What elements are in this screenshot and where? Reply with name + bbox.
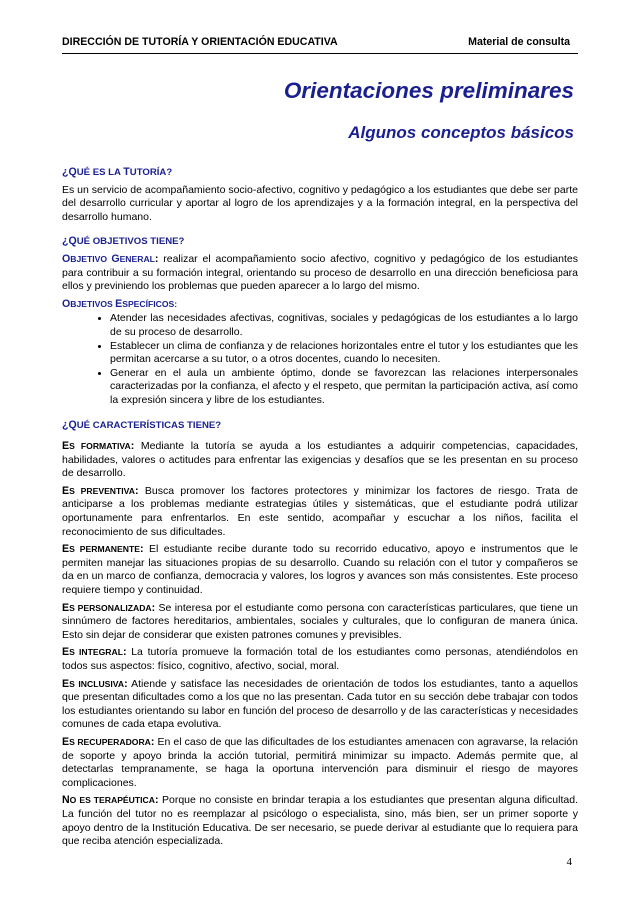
label-cap: E [62, 440, 70, 453]
header-right: Material de consulta [468, 36, 570, 48]
caracteristica-text: Mediante la tutoría se ayuda a los estudiantes a adquirir competencias, capacidades, habilidades, valores o actitudes para enfrentar las exigencias y desafíos que se les presentan en su proceso de desarrollo. [62, 440, 578, 480]
objetivo-general-text: realizar el acompañamiento socio afectivo, cognitivo y pedagógico de los estudiantes para contribuir a su formación integral, orientando su proceso de desarrollo en una dirección beneficiosa para ellos y previniendo los problemas que pueden aparecer a lo largo del mismo. [62, 252, 578, 293]
caracteristica-preventiva [62, 485, 578, 539]
label-small: ENERAL [119, 253, 155, 264]
caracteristica-label [62, 795, 158, 805]
page-subtitle: Algunos conceptos básicos [348, 123, 574, 142]
caracteristica-label [62, 441, 134, 451]
caracteristica-label [62, 544, 143, 554]
label-colon: : [154, 794, 159, 807]
caracteristica-label [62, 603, 155, 613]
label-small: O ES TERAPÉUTICA [69, 795, 155, 806]
running-header [62, 36, 578, 52]
label-colon: : [122, 646, 127, 659]
caracteristica-formativa [62, 440, 578, 481]
heading-small: UTORÍA? [129, 167, 173, 178]
label-small: S PERSONALIZADA [69, 602, 152, 613]
label-cap: O [62, 297, 71, 310]
label-cap: E [62, 484, 70, 497]
tutoria-definition: Es un servicio de acompañamiento socio-afectivo, cognitivo y pedagógico a los estudiantes que debe ser parte del desarrollo curricular y aportar al logro de los aprendizajes y a la formación integral, en la perspectiva del desarrollo humano. [62, 183, 578, 223]
caracteristica-inclusiva [62, 678, 578, 732]
page-title: Orientaciones preliminares [283, 78, 574, 103]
label-small: SPECÍFICOS: [122, 298, 178, 309]
page-number: 4 [566, 856, 572, 868]
label-cap: N [62, 794, 70, 807]
heading-small: UÉ OBJETIVOS TIENE? [76, 236, 185, 248]
heading-cap: T [123, 166, 130, 178]
label-small: S PREVENTIVA [69, 485, 135, 496]
caracteristica-text: Busca promover los factores protectores y minimizar los factores de riesgo. Trata de anticiparse a los problemas mediante estrategias útiles y sistemáticas, que el estudiante podrá utilizar oportunamente para enfrentarlos. En este sentido, acompañar y escuchar a los niños, facilita el reconocimiento de sus dificultades. [62, 484, 578, 538]
label-small: BJETIVOS [70, 298, 116, 309]
label-small: S RECUPERADORA [69, 736, 151, 747]
label-cap: G [111, 252, 120, 265]
heading-cap: ¿Q [62, 418, 77, 431]
label-small: S INTEGRAL [69, 647, 123, 658]
list-item: • Establecer un clima de confianza y de relaciones horizontales entre el tutor y los estudiantes que les permitan acercarse a su tutor, o a otros docentes, cuando lo necesiten. [110, 340, 578, 367]
label-colon: : [134, 484, 139, 497]
objetivos-especificos-list [62, 312, 578, 407]
caracteristica-label [62, 737, 154, 747]
heading-small: UÉ ES LA [76, 167, 124, 178]
label-colon: : [139, 543, 144, 556]
caracteristica-integral [62, 646, 578, 673]
caracteristica-permanente [62, 543, 578, 597]
label-colon: : [151, 601, 156, 614]
question-caracteristicas-heading [62, 419, 578, 433]
label-cap: E [62, 543, 70, 556]
label-cap: O [62, 252, 71, 265]
label-cap: E [62, 677, 70, 690]
objetivo-general-paragraph [62, 253, 578, 294]
caracteristica-text: En el caso de que las dificultades de los estudiantes amenacen con agravarse, la relación de soporte y apoyo brinda la acción tutorial, permitirá minimizar su impacto. Además permite que, al detectarlas tempranamente, se haga la oportuna intervención para disminuir el riesgo de mayores complicaciones. [62, 735, 578, 789]
header-rule [62, 53, 578, 54]
heading-small: UÉ CARACTERÍSTICAS TIENE? [76, 419, 222, 431]
question-tutoria-heading [62, 166, 578, 180]
heading-cap: ¿Q [62, 235, 77, 248]
caracteristica-label [62, 647, 126, 657]
label-colon: : [124, 677, 128, 690]
caracteristica-text: El estudiante recibe durante todo su recorrido educativo, apoyo e instrumentos que le permiten manejar las situaciones propias de su desarrollo. Cuando su relación con el tutor y compañeros se da en un marco de confianza, democracia y valores, los logros y avances son más consistentes. Este proceso requiere tiempo y continuidad. [62, 543, 578, 597]
label-colon: : [154, 252, 159, 265]
caracteristica-label [62, 679, 128, 689]
label-small: S PERMANENTE [69, 544, 140, 555]
label-cap: E [62, 601, 70, 614]
heading-cap: ¿Q [62, 166, 77, 178]
label-cap: E [115, 297, 123, 310]
caracteristica-recuperadora [62, 736, 578, 790]
list-item: • Atender las necesidades afectivas, cognitivas, sociales y pedagógicas de los estudiantes a lo largo de su proceso de desarrollo. [110, 312, 578, 339]
list-item: • Generar en el aula un ambiente óptimo, donde se favorezcan las relaciones interpersonales caracterizadas por la confianza, el afecto y el respeto, que permitan la participación activa, así como la expresión sincera y libre de los estudiantes. [110, 367, 578, 408]
label-small: BJETIVO [70, 253, 112, 264]
caracteristica-no-terapeutica [62, 794, 578, 848]
caracteristica-text: Se interesa por el estudiante como persona con características particulares, que tiene un sinnúmero de factores hereditarios, ambientales, sociales y culturales, que lo configuran de manera única. Esto sin dejar de considerar que existen patrones comunes y previsibles. [62, 601, 579, 641]
caracteristica-personalizada [62, 602, 578, 643]
objetivo-general-label [62, 254, 158, 264]
label-small: S INCLUSIVA [69, 678, 125, 689]
header-left: DIRECCIÓN DE TUTORÍA Y ORIENTACIÓN EDUCATIVA [62, 36, 338, 48]
label-cap: E [62, 646, 70, 659]
label-small: S FORMATIVA [69, 441, 131, 452]
caracteristica-text: Porque no consiste en brindar terapia a los estudiantes que presentan alguna dificultad. La función del tutor no es reemplazar al psicólogo o especialista, sino, más bien, ser un primer soporte y apoyo dentro de la Institución Educativa. De ser necesario, se puede derivar al estudiante que lo requiera para que reciba atención especializada. [62, 794, 578, 848]
caracteristica-label [62, 486, 138, 496]
document-body [62, 166, 578, 849]
label-cap: E [62, 735, 70, 748]
label-colon: : [150, 735, 155, 748]
label-colon: : [130, 440, 135, 453]
caracteristica-text: Atiende y satisface las necesidades de orientación de todos los estudiantes, tanto a aquellos que presentan dificultades como a los que no las presentan. Cada tutor en su sección debe trabajar con todos los estudiantes orientando su labor en función del proceso de desarrollo y de las características y necesidades comunes de cada etapa evolutiva. [62, 677, 578, 731]
question-objetivos-heading [62, 235, 578, 249]
caracteristica-text: La tutoría promueve la formación total de los estudiantes como personas, atendiéndolos en todos sus aspectos: físico, cognitivo, afectivo, social, moral. [62, 646, 578, 672]
objetivos-especificos-label [62, 298, 578, 312]
